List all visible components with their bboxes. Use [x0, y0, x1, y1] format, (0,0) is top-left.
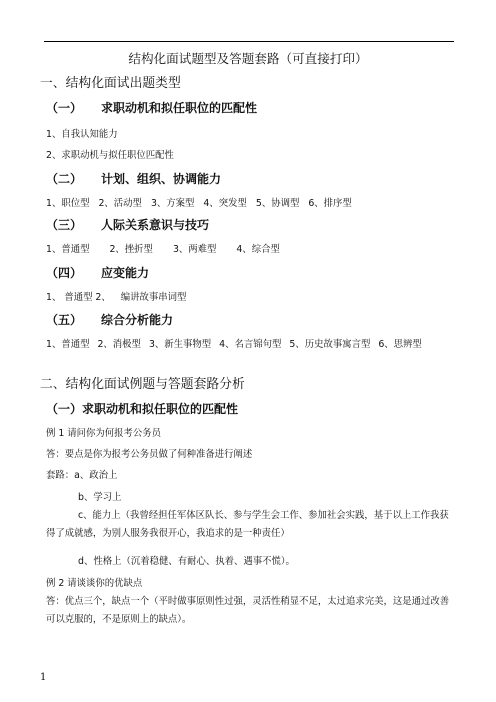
- type-item: 3、两难型: [172, 244, 217, 255]
- section1-heading: 一、结构化面试出题类型: [40, 76, 181, 91]
- group5-heading: [46, 311, 173, 328]
- group5-title: 综合分析能力: [101, 313, 174, 327]
- example2-answer: 答：优点三个，缺点一个（平时做事原则性过强，灵活性稍显不足，太过追求完美，这是通过改善可以克服的，不是原则上的缺点）。: [46, 596, 450, 625]
- group5-label: （五）: [46, 313, 83, 327]
- group2-label: （二）: [46, 172, 83, 186]
- type-item: 2、消极型: [97, 339, 141, 350]
- section2-heading: 二、结构化面试例题与答题套路分析: [40, 377, 245, 392]
- group3-types: [46, 241, 280, 255]
- example2-question: 例 2 请谈谈你的优缺点: [46, 578, 143, 589]
- group2-types: [46, 195, 352, 209]
- example1-point-b: b、学习上: [78, 492, 122, 503]
- group2-title: 计划、组织、协调能力: [101, 172, 222, 186]
- type-item: 4、突发型: [203, 198, 247, 209]
- example1-route: 套路：a、政治上: [46, 470, 118, 481]
- type-item: 6、思辨型: [378, 339, 422, 350]
- type-item: 1、普通型: [46, 244, 90, 255]
- group2-heading: [46, 170, 221, 187]
- group1-item-1: 1、自我认知能力: [46, 129, 118, 140]
- type-item: 5、历史故事寓言型: [289, 339, 371, 350]
- group4-title: 应变能力: [101, 266, 150, 280]
- example1-question: 例 1 请问你为何报考公务员: [46, 428, 162, 439]
- example1-point-d: d、性格上（沉着稳健、有耐心、执着、遇事不慌）。: [78, 556, 295, 567]
- section2-subheading: （一）求职动机和拟任职位的匹配性: [46, 402, 239, 416]
- type-item: 3、新生事物型: [148, 339, 212, 350]
- type-item: 1、职位型: [46, 198, 90, 209]
- type-item: 3、方案型: [150, 198, 195, 209]
- group4-heading: [46, 264, 149, 281]
- group4-types: [46, 289, 186, 303]
- type-item: 4、综合型: [236, 244, 280, 255]
- type-item: 5、协调型: [255, 198, 300, 209]
- document-title: 结构化面试题型及答题套路（可直接打印）: [128, 51, 368, 66]
- example1-point-c: c、能力上（我曾经担任军体区队长、参与学生会工作、参加社会实践，基于以上工作我获得了成就感，为别人服务我很开心，我追求的是一种责任）: [46, 510, 449, 539]
- type-item: 2、活动型: [98, 198, 142, 209]
- header-rule: [44, 41, 454, 42]
- type-item: 2、挫折型: [109, 244, 153, 255]
- type-item: 1、 普通型 2、: [46, 292, 111, 303]
- example1-answer: 答：要点是你为报考公务员做了何种准备进行阐述: [46, 449, 253, 460]
- group5-types: [46, 336, 422, 350]
- group3-label: （三）: [46, 218, 83, 232]
- page-number: 1: [40, 672, 47, 683]
- group1-heading: [46, 99, 257, 116]
- group4-label: （四）: [46, 266, 83, 280]
- group1-label: （一）: [46, 101, 83, 115]
- group1-title: 求职动机和拟任职位的匹配性: [101, 101, 258, 115]
- group1-item-2: 2、求职动机与拟任职位匹配性: [46, 150, 174, 161]
- group3-title: 人际关系意识与技巧: [101, 218, 210, 232]
- type-item: 4、名言锦句型: [219, 339, 282, 350]
- type-item: 编讲故事串词型: [120, 292, 187, 303]
- type-item: 1、普通型: [46, 339, 90, 350]
- group3-heading: [46, 216, 209, 233]
- type-item: 6、排序型: [308, 198, 352, 209]
